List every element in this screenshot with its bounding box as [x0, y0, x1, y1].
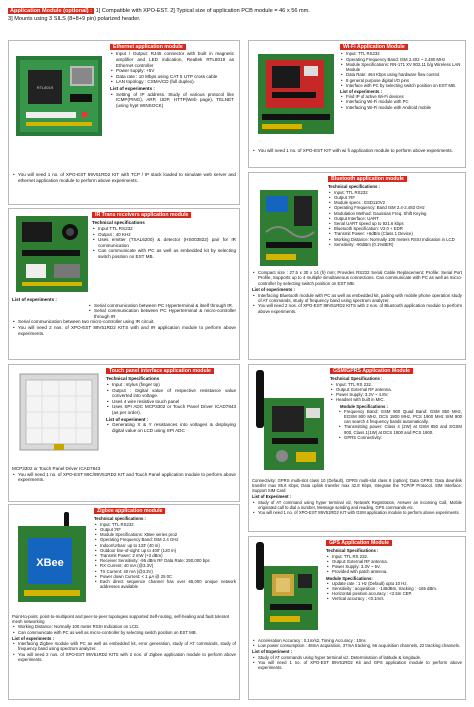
ethernet-exp-item: • Setting of IP address. Study of various protocol like ICMP(PING), ARP, UDP, HTTP(Web page), TELNET (using hypt WINSOCK): [110, 92, 234, 109]
zigbee-text: [94, 508, 236, 590]
bluetooth-spec-item: • Input: TTL RS232: [328, 190, 462, 195]
ir-note-item: • You will need 2 nos. of XPO-EST 89V51RD2 KITS with and IR application module to perform above experiments.: [12, 325, 236, 336]
gsm-tech-head: Technical Specifications :: [330, 376, 383, 382]
touch-exp-item: • Generating X & Y resistances into voltages & displaying digital value on LCD using SPI ADC: [106, 422, 236, 433]
gsm-exp-head: List of Experiment :: [252, 494, 292, 500]
gps-mod-item: • Vertical accuracy : <0.1m/s: [326, 596, 462, 601]
wifi-exp-head: List of experiments :: [340, 88, 383, 94]
touch-tail-text: MCP3302 or Touch Panel Driver ICAD7843: [12, 466, 101, 471]
zigbee-spec-item: • Each direct sequence channel has over 65,000 unique network addresses available: [94, 579, 236, 589]
wifi-spec-item: • Interface with PC by selecting switch position on EST MB.: [340, 83, 462, 88]
wifi-spec-item: • 8 general purpose digital I/O pins: [340, 78, 462, 83]
zigbee-p2p-text: Point-to-point, point-to-multipoint and peer-to-peer topologies supported Self-routing, self-healing and fault tolerant mesh networking: [12, 614, 230, 625]
touch-spec-item: • Input : stylus (finger tip): [106, 382, 236, 388]
touch-exp-head: List of experiment :: [106, 416, 149, 422]
wifi-exp-item: • Find IP of active Wi-Fi devices: [340, 94, 462, 99]
ethernet-text: [110, 44, 234, 108]
svg-text:RTL8019: RTL8019: [36, 85, 54, 90]
gsm-spec-item: • Power Supply: 3.2V ~ 4.8V.: [330, 392, 462, 397]
bluetooth-spec-item: • Bluetooth Specification: V2.0 + EDR: [328, 226, 462, 231]
gps-mod-item: • Update rate : 1 Hz (Default) upto 10 Hz.: [326, 581, 462, 586]
gps-spec-item: • Power Supply: 3.3V ~ 5V.: [326, 564, 462, 569]
bluetooth-exp-item: • Interfacing Bluetooth module with PC as well as embedded kit, pairing with mobile phone operation study of AT commands, study of frequency band using spectrum analyzer.: [252, 293, 462, 304]
ir-exp-head: List of experiments :: [12, 297, 57, 302]
ir-text: [92, 212, 236, 260]
gps-exp-item: • You will need 1 no. of XPO-EST 89V51RD2 Kit and GPS application module to perform above experiments.: [252, 660, 462, 670]
wifi-note: [252, 148, 462, 154]
gsm-spec-item: • Output: External RF antenna.: [330, 387, 462, 392]
ir-board-photo: [14, 214, 90, 294]
wifi-exp-item: • Interfacing Wi-Fi module with PC: [340, 99, 462, 104]
bluetooth-lower: [252, 270, 462, 314]
zigbee-spec-item: • Receiver Sensitivity: -95 dBm RF Data Rate: 250,000 bps: [94, 558, 236, 563]
ethernet-note-text: • You will need 1 no. of XPO-EST 89V51RD2 KIT with TCP / IP stack loaded to simulate web server and ethernet application module to perform above experiments.: [12, 172, 236, 183]
wifi-spec-item: • Operating Frequency Band: ISM 2.402 ~ 2.480 MHz: [340, 57, 462, 62]
wifi-spec-item: • Module Specifications: RN-171 XV 802.11 b/g Wireless LAN Module: [340, 62, 462, 72]
zigbee-spec-item: • Outdoor line-of-sight: up to 400' (120 m): [94, 548, 236, 553]
touch-lower: [12, 466, 236, 483]
gsm-mod-item: • GPRS Connectivity:: [338, 435, 462, 440]
header-title: Application Module (optional) :: [10, 8, 93, 14]
header-line1: 1] Compatible with XPO-EST. 2] Typical size of application PCB module = 46 x 56 mm.: [94, 8, 310, 14]
bluetooth-text: [328, 176, 462, 247]
touch-spec-item: • Uses SPI ADC MCP3302 or Touch Panel Driver ICAD7843 (as per order).: [106, 404, 236, 415]
zigbee-spec-item: • Output :RF: [94, 527, 236, 532]
wifi-board-photo: [256, 52, 336, 136]
gps-mod-item: • Sensitivity : acquisition : -148dBm, tracking : -165 dBm.: [326, 586, 462, 591]
gps-spec-item: • Output: External RF antenna.: [326, 559, 462, 564]
gps-spec-item: • Input: TTL RS 232.: [326, 554, 462, 559]
zigbee-spec-item: • RX Current: 40 mA (@3.3V): [94, 563, 236, 568]
ir-exp-item: • Serial communication between PC Hyperterminal & itself through IR.: [88, 303, 236, 309]
xbee-label: XBee: [36, 557, 64, 569]
gsm-exp-item: • Study of AT command using hyper terminal viz, Network Registration, Answer an incoming Call, Mobile originated call to dial a number, Message sending and reading, GPS commands etc.: [252, 500, 462, 510]
ethernet-spec-item: • Data rate : 10 Mbps using CAT 5 UTP cross cable: [110, 74, 234, 80]
wifi-note-text: • You will need 1 no. of XPO-EST KIT with wi fi application module to perform above experiments.: [252, 148, 462, 154]
gsm-title: GSM/GPRS Application Module: [330, 368, 413, 374]
bluetooth-spec-item: • Output :RF: [328, 195, 462, 200]
wifi-exp-item: • Interfacing Wi-Fi module with Android mobile: [340, 105, 462, 110]
zigbee-exp-item: • Interfacing Zigbee module with PC as well as embedded kit, error generation, study of AT commands, study of frequency band using spectrum analyzer.: [12, 641, 236, 651]
wifi-title: Wi-Fi Application Module: [340, 44, 408, 50]
gps-spec-item: • Provided with patch antenna.: [326, 569, 462, 574]
zigbee-spec-item: • Indoor/Urban: up to 133' (40 m): [94, 543, 236, 548]
gps-accel-item: • Acceleration Accuracy : 0.1m/s2, Timing Accuracy : 10ns: [252, 638, 462, 643]
gps-board-photo: [252, 540, 322, 634]
ir-title: IR Trans receivers application module: [92, 212, 191, 218]
zigbee-exp-head: List of experiments :: [12, 635, 55, 641]
touch-spec-item: • Uses 4 wire resistive touch panel: [106, 399, 236, 405]
gsm-spec-item: • Input: TTL RS 232.: [330, 382, 462, 387]
touch-spec-item: • Output : Digital value of respective resistance value converted into voltage.: [106, 388, 236, 399]
ethernet-spec-item: • LAN topology : CSMA/CD (full duplex).: [110, 79, 234, 85]
gps-mod-item: • Horizontal position accuracy : <2.5m CEP.: [326, 591, 462, 596]
wifi-text: [340, 44, 462, 110]
gsm-mod-head: Module Specifications :: [340, 403, 388, 409]
ir-spec-item: • Input TTL RS232: [92, 226, 236, 232]
ir-exp-item: • Serial communication between PC Hyperterminal & micro-controller through IR: [88, 308, 236, 319]
touch-text: [106, 368, 236, 433]
bluetooth-title: Bluetooth application module: [328, 176, 407, 182]
ir-note-item: • Serial communication between two micro-controller using IR circuit.: [12, 319, 236, 325]
wifi-spec-item: • Input: TTL RS232: [340, 51, 462, 56]
gps-accel-item: • Low power consumption : 48mA acquisition, 37mA tracking, 66 acquisition channels, 22 tracking channels.: [252, 643, 462, 648]
zigbee-spec-item: • TX Current: 40 mA (@3.3V): [94, 569, 236, 574]
bluetooth-spec-item: • Working Distance: Normally 100 meters RSSI Indication in LCD: [328, 237, 462, 242]
gps-title: GPS Application Module: [326, 540, 392, 546]
touch-note-text: • You will need 1 no. of XPO-EST 89C/89V51RD2 KIT and Touch Panel application module to perform above experiments.: [12, 472, 236, 483]
zigbee-board-photo: [14, 510, 90, 606]
bluetooth-spec-item: • Modulation Method: Gaussian Freq. Shift Keying: [328, 211, 462, 216]
zigbee-bullet-item: • Working Distance: Normally 100 meter RSSI Indication on LCD.: [12, 624, 236, 629]
gsm-lower: [252, 478, 462, 515]
zigbee-tech-head: Technical specifications :: [94, 516, 146, 522]
gsm-spec-item: • Headset with built in MIC.: [330, 397, 462, 402]
zigbee-exp-item: • You will need 2 nos. of XPO-EST 89V51RD2 KITS with 2 nos. of Zigbee application module to perform above experiments.: [12, 652, 236, 662]
gps-mod-head: Module Specifications:: [326, 575, 373, 581]
ethernet-spec-item: • Power supply: +5V: [110, 68, 234, 74]
zigbee-lower: [12, 614, 236, 662]
zigbee-spec-item: • Operating Frequency Band: ISM 2.4 GHz: [94, 537, 236, 542]
zigbee-title: Zigbee application module: [94, 508, 165, 514]
zigbee-spec-item: • Input: TTL RS232: [94, 522, 236, 527]
zigbee-spec-item: • Transmit Power: 2 mW (+3 dBm): [94, 553, 236, 558]
gsm-text: [330, 368, 462, 440]
bluetooth-compact-text: • Compact size : 27.5 x 30 x 14 (h) mm; Provides RS232 Serial Cable Replacement; Profile: Serial Port Profile, Supports up to 4 multiple simultaneous connections. Can communicate with PC as well as micro-controller by selecting switch position on EST MB.: [252, 270, 462, 286]
gsm-exp-item: • You will need 1 no. of XPO-EST 89V51RD2 KIT with GSM application module to perform above experiments.: [252, 510, 462, 515]
header-line2: 3] Mounts using 3 SILS (8+8+9 pin) polarized header.: [8, 15, 141, 22]
touch-title: Touch panel interface application module: [106, 368, 214, 374]
touch-panel-photo: [18, 372, 100, 452]
wifi-spec-item: • Data Rate: 464 Kbps using hardware flow control: [340, 72, 462, 77]
bluetooth-spec-item: • Sensitivity: -90dBm (0.1%BER): [328, 242, 462, 247]
gps-text: [326, 540, 462, 602]
ethernet-spec-item: • Input / Output: RJ45 connector with built in magnetic amplifier and LED indication, Realtek RTL8019 as Ethernet controller: [110, 51, 234, 68]
ethernet-note: [12, 172, 236, 183]
gps-exp-item: • Study of AT commands using hyper terminal viz. Determination of latitude & longitude.: [252, 655, 462, 660]
bluetooth-spec-item: • Serial UART speed up to 921.6 kbps: [328, 221, 462, 226]
page-header: [8, 8, 468, 23]
gsm-board-photo: [252, 368, 328, 474]
zigbee-spec-item: • Module Specifications: XBee series pro2: [94, 532, 236, 537]
ethernet-title: Ethernet application module: [110, 44, 186, 50]
ir-spec-item: • Uses emitter (TSAL6200) & detector (HS003822) pair for IR communication: [92, 237, 236, 248]
zigbee-spec-item: • Power down Current: < 1 µA @ 25 0C: [94, 574, 236, 579]
ethernet-exp-head: List of experiments :: [110, 85, 155, 91]
ethernet-board-photo: [14, 50, 104, 140]
gps-exp-head: List of Experiment :: [252, 649, 293, 655]
bluetooth-spec-item: • Output Interface: UART: [328, 216, 462, 221]
bluetooth-spec-item: • Module specs : ESD110V2: [328, 200, 462, 205]
ir-spec-item: • Can communicate with PC as well as embedded kit by selecting switch position on EST MB.: [92, 248, 236, 259]
bluetooth-exp-head: List of experiments :: [252, 287, 295, 293]
gsm-mod-item: • Frequency Band: GSM 900 Quad Band: GSM 850 MHz, EGSM 900 MHz, DCS 1800 MHz, PCS 1900 MHz SIM 900 can search 4 frequency bands automatically.: [338, 409, 462, 425]
bluetooth-board-photo: [254, 186, 324, 270]
bluetooth-spec-item: • Operating Frequency: Band ISM 2.4-2.483 GHz: [328, 205, 462, 210]
ir-experiments: [12, 296, 236, 336]
gsm-mod-item: • Transmitting power: Class 4 (2W) at GSM 850 and EGSM 900, Class 1(1W) at DCS 1800 and PCS 1900.: [338, 424, 462, 434]
ir-tech-head: Technical specifications: [92, 220, 145, 226]
ir-spec-item: • Output : 40 KHz: [92, 232, 236, 238]
bluetooth-tech-head: Technical specifications :: [328, 184, 380, 190]
gps-tech-head: Technical Specifications :: [326, 548, 379, 554]
bluetooth-exp-item: • You will need 2 nos. of XPO-EST 89V51RD2 KITS with 2 nos. of Bluetooth application module to perform above experiments.: [252, 303, 462, 314]
zigbee-bullet-item: • Can communicate with PC as well as micro-controller by selecting switch position on EST MB.: [12, 630, 236, 635]
gsm-connect-text: Connectivity: GPRS multi-slot class 10 (Default), GPRS multi-slot class 8 (option); Data GPRS: Data downlink transfer max 85.6 Kbps, Data uplink transfer max 42.8 Kbps, Integrate the TCP/IP Protocol. SIM Interface: Support SIM Card: [252, 478, 462, 494]
touch-tech-head: Technical Specifications: [106, 376, 160, 382]
gps-lower: [252, 638, 462, 670]
bluetooth-spec-item: • Transmit Power: +6dBm (Class 1 Device): [328, 231, 462, 236]
